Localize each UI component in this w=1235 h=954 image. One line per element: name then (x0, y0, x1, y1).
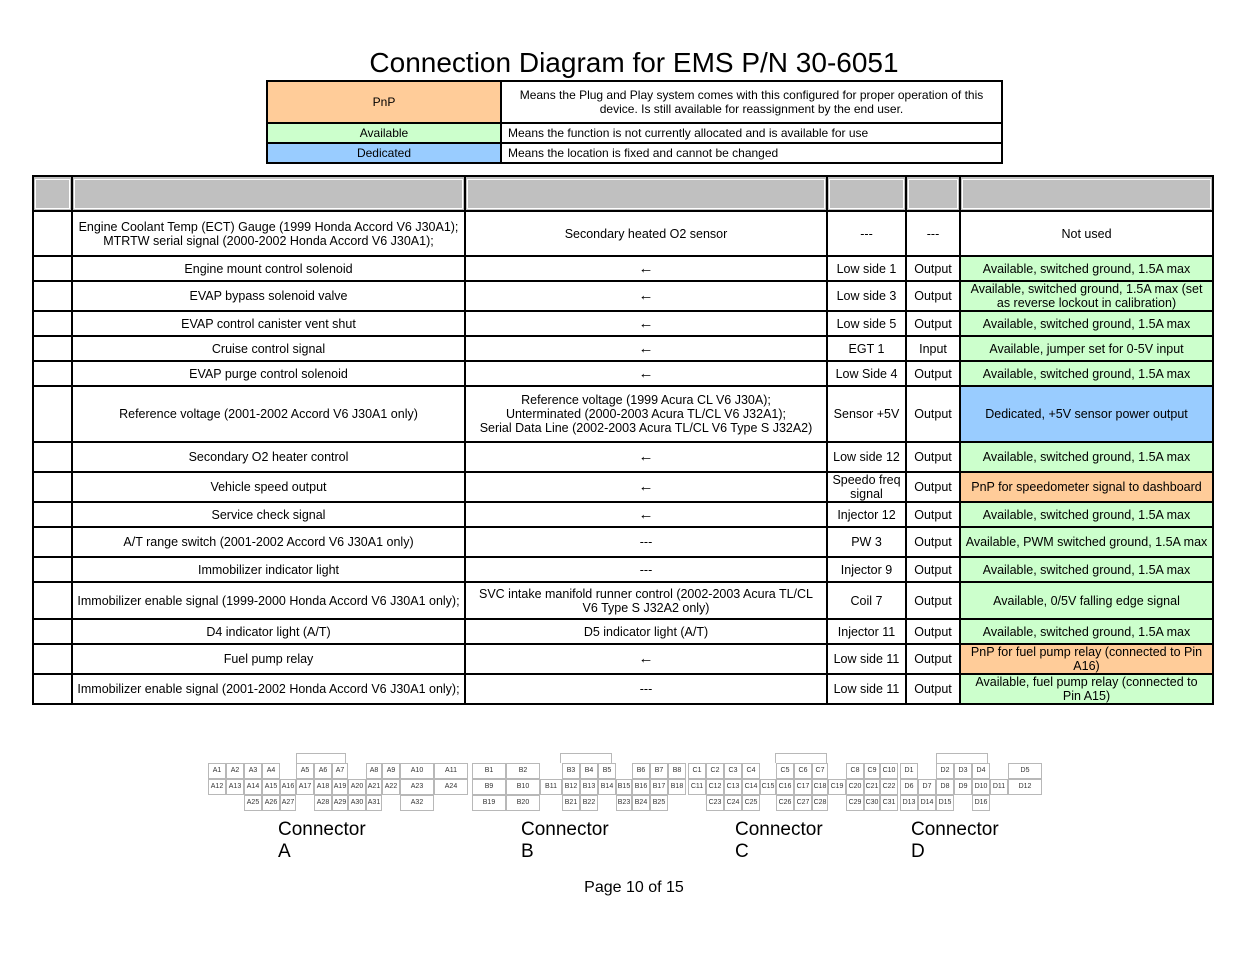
connector-pin: B7 (650, 763, 668, 779)
connector-pin: A27 (280, 795, 296, 811)
connector-pin: D12 (1008, 779, 1042, 795)
connector-pin: B19 (472, 795, 506, 811)
pin-cell (33, 472, 72, 502)
header-cell (906, 176, 960, 211)
connector-pin: C7 (812, 763, 828, 779)
connector-pin: D2 (936, 763, 954, 779)
connector-pin: A30 (348, 795, 366, 811)
connector-pin: B24 (632, 795, 650, 811)
header-cell (827, 176, 906, 211)
table-row (33, 281, 1213, 311)
table-row (33, 502, 1213, 527)
ems-channel-cell: Injector 9 (827, 557, 906, 582)
function-cell: D4 indicator light (A/T) (72, 619, 465, 644)
ems-channel-cell: Low Side 4 (827, 361, 906, 386)
alt-function-cell: ← (465, 361, 827, 386)
legend-table (266, 80, 1003, 164)
legend-dedicated-desc: Means the location is fixed and cannot be changed (501, 143, 1002, 163)
connector-pin: D6 (900, 779, 918, 795)
connector-pin: C28 (812, 795, 828, 811)
alt-function-cell: SVC intake manifold runner control (2002-2003 Acura TL/CL V6 Type S J32A2 only) (465, 582, 827, 619)
connector-pin: A18 (314, 779, 332, 795)
status-cell: Available, switched ground, 1.5A max (960, 361, 1213, 386)
connector-pin: B1 (472, 763, 506, 779)
connector-pin: B15 (616, 779, 632, 795)
legend-dedicated-label: Dedicated (267, 143, 501, 163)
connector-pin: B23 (616, 795, 632, 811)
ems-channel-cell: Low side 12 (827, 442, 906, 472)
connector-pin: C15 (760, 779, 776, 795)
legend-available-desc: Means the function is not currently allocated and is available for use (501, 123, 1002, 143)
alt-function-cell: ← (465, 442, 827, 472)
table-row (33, 211, 1213, 256)
connector-pin: A14 (244, 779, 262, 795)
header-cell (33, 176, 72, 211)
function-cell: A/T range switch (2001-2002 Accord V6 J30A1 only) (72, 527, 465, 557)
connector-pin: B10 (506, 779, 540, 795)
function-cell: EVAP purge control solenoid (72, 361, 465, 386)
connector-pin: A7 (332, 763, 348, 779)
connector-pin: B21 (562, 795, 580, 811)
connector-pin: D4 (972, 763, 990, 779)
status-cell: Available, switched ground, 1.5A max (960, 502, 1213, 527)
table-header-row (33, 176, 1213, 211)
legend-available-label: Available (267, 123, 501, 143)
connector-pin: B25 (650, 795, 668, 811)
ems-channel-cell: EGT 1 (827, 336, 906, 361)
ems-channel-cell: Speedo freq signal (827, 472, 906, 502)
connector-pin: A2 (226, 763, 244, 779)
connector-pin: B18 (668, 779, 686, 795)
table-row (33, 674, 1213, 704)
function-cell: Service check signal (72, 502, 465, 527)
ems-channel-cell: Low side 3 (827, 281, 906, 311)
alt-function-cell: ← (465, 472, 827, 502)
connector-pin: A13 (226, 779, 244, 795)
io-type-cell: Output (906, 502, 960, 527)
pin-cell (33, 644, 72, 674)
connector-pin: D11 (990, 779, 1008, 795)
alt-function-cell: Secondary heated O2 sensor (465, 211, 827, 256)
connector-pin: A22 (382, 779, 400, 795)
io-type-cell: Input (906, 336, 960, 361)
table-row (33, 644, 1213, 674)
connector-pin: A23 (400, 779, 434, 795)
connector-pin: C12 (706, 779, 724, 795)
pin-cell (33, 619, 72, 644)
connector-pin: C3 (724, 763, 742, 779)
io-type-cell: Output (906, 256, 960, 281)
alt-function-cell: ← (465, 644, 827, 674)
connector-pin: C22 (880, 779, 898, 795)
connector-pin: C10 (880, 763, 898, 779)
io-type-cell: Output (906, 582, 960, 619)
connector-pin: C21 (864, 779, 880, 795)
connector-pin: D15 (936, 795, 954, 811)
connector-housing-outline (775, 753, 827, 763)
connector-pin: C23 (706, 795, 724, 811)
io-type-cell: Output (906, 527, 960, 557)
connector-label: Connector A (278, 819, 366, 862)
pin-cell (33, 281, 72, 311)
pin-cell (33, 311, 72, 336)
function-cell: Vehicle speed output (72, 472, 465, 502)
connector-pin: C6 (794, 763, 812, 779)
alt-function-cell: D5 indicator light (A/T) (465, 619, 827, 644)
status-cell: Not used (960, 211, 1213, 256)
table-row (33, 472, 1213, 502)
connector-pin: D9 (954, 779, 972, 795)
connector-pin: A8 (366, 763, 382, 779)
pin-cell (33, 361, 72, 386)
status-cell: Available, 0/5V falling edge signal (960, 582, 1213, 619)
connector-pin: B6 (632, 763, 650, 779)
function-cell: Engine mount control solenoid (72, 256, 465, 281)
status-cell: Available, switched ground, 1.5A max (960, 442, 1213, 472)
function-cell: Cruise control signal (72, 336, 465, 361)
connector-pin: A9 (382, 763, 400, 779)
connector-housing-outline (560, 753, 612, 763)
header-cell (465, 176, 827, 211)
pin-cell (33, 256, 72, 281)
status-cell: Available, switched ground, 1.5A max (960, 311, 1213, 336)
table-row (33, 361, 1213, 386)
alt-function-cell: --- (465, 557, 827, 582)
io-type-cell: Output (906, 674, 960, 704)
ems-channel-cell: Injector 11 (827, 619, 906, 644)
status-cell: Available, fuel pump relay (connected to Pin A15) (960, 674, 1213, 704)
connector-pin: A5 (296, 763, 314, 779)
connector-pin: D7 (918, 779, 936, 795)
alt-function-cell: --- (465, 674, 827, 704)
ems-channel-cell: --- (827, 211, 906, 256)
table-row (33, 386, 1213, 442)
connector-pin: C27 (794, 795, 812, 811)
io-type-cell: --- (906, 211, 960, 256)
table-row (33, 582, 1213, 619)
connector-pin: C31 (880, 795, 898, 811)
ems-channel-cell: Low side 11 (827, 674, 906, 704)
io-type-cell: Output (906, 619, 960, 644)
connector-pin: D14 (918, 795, 936, 811)
connector-pin: D10 (972, 779, 990, 795)
alt-function-cell: ← (465, 281, 827, 311)
ems-channel-cell: PW 3 (827, 527, 906, 557)
connector-pin: C20 (846, 779, 864, 795)
io-type-cell: Output (906, 311, 960, 336)
connector-pin: A6 (314, 763, 332, 779)
pin-cell (33, 582, 72, 619)
connector-pin: C13 (724, 779, 742, 795)
connector-pin: A11 (434, 763, 468, 779)
status-cell: Available, switched ground, 1.5A max (set as reverse lockout in calibration) (960, 281, 1213, 311)
connection-table (32, 175, 1214, 705)
connector-pin: B17 (650, 779, 668, 795)
connector-pin: B11 (540, 779, 562, 795)
io-type-cell: Output (906, 442, 960, 472)
function-cell: Immobilizer enable signal (2001-2002 Honda Accord V6 J30A1 only); (72, 674, 465, 704)
connector-pin: C30 (864, 795, 880, 811)
page-title: Connection Diagram for EMS P/N 30-6051 (369, 47, 899, 78)
connector-pin: A10 (400, 763, 434, 779)
connector-pin: D13 (900, 795, 918, 811)
connector-pin: C8 (846, 763, 864, 779)
function-cell: Secondary O2 heater control (72, 442, 465, 472)
connector-pin: B4 (580, 763, 598, 779)
status-cell: Available, PWM switched ground, 1.5A max (960, 527, 1213, 557)
connector-pin: D8 (936, 779, 954, 795)
page-number: Page 10 of 15 (584, 879, 684, 896)
pin-cell (33, 386, 72, 442)
alt-function-cell: ← (465, 311, 827, 336)
connector-pin: D3 (954, 763, 972, 779)
connector-pin: A3 (244, 763, 262, 779)
ems-channel-cell: Sensor +5V (827, 386, 906, 442)
io-type-cell: Output (906, 281, 960, 311)
io-type-cell: Output (906, 557, 960, 582)
status-cell: PnP for speedometer signal to dashboard (960, 472, 1213, 502)
connector-pin: D16 (972, 795, 990, 811)
connector-pin: A21 (366, 779, 382, 795)
connector-pin: B14 (598, 779, 616, 795)
pin-cell (33, 442, 72, 472)
table-row (33, 442, 1213, 472)
io-type-cell: Output (906, 361, 960, 386)
connector-pin: B9 (472, 779, 506, 795)
connector-label: Connector D (911, 819, 999, 862)
ems-channel-cell: Coil 7 (827, 582, 906, 619)
alt-function-cell: Reference voltage (1999 Acura CL V6 J30A); Unterminated (2000-2003 Acura TL/CL V6 J32A1); Serial Data Line (2002-2003 Acura TL/CL V6 Type S J32A2) (465, 386, 827, 442)
function-cell: Engine Coolant Temp (ECT) Gauge (1999 Honda Accord V6 J30A1); MTRTW serial signal (2000-2002 Honda Accord V6 J30A1); (72, 211, 465, 256)
connector-pin: C24 (724, 795, 742, 811)
connector-pin: A4 (262, 763, 280, 779)
connector-pin: A29 (332, 795, 348, 811)
connector-pin: C9 (864, 763, 880, 779)
header-cell (960, 176, 1213, 211)
io-type-cell: Output (906, 472, 960, 502)
connector-pin: B8 (668, 763, 686, 779)
connector-pin: D1 (900, 763, 918, 779)
table-row (33, 311, 1213, 336)
alt-function-cell: ← (465, 336, 827, 361)
legend-pnp-desc: Means the Plug and Play system comes with this configured for proper operation of this device. Is still available for reassignment by the end user. (501, 81, 1002, 123)
table-row (33, 527, 1213, 557)
status-cell: PnP for fuel pump relay (connected to Pin A16) (960, 644, 1213, 674)
connector-pin: A20 (348, 779, 366, 795)
connector-pin: A19 (332, 779, 348, 795)
connector-pin: B20 (506, 795, 540, 811)
connector-pin: C16 (776, 779, 794, 795)
connector-pin: B12 (562, 779, 580, 795)
connector-housing-outline (296, 753, 346, 763)
connector-pin: C25 (742, 795, 760, 811)
connector-pin: A24 (434, 779, 468, 795)
function-cell: Fuel pump relay (72, 644, 465, 674)
io-type-cell: Output (906, 644, 960, 674)
function-cell: Immobilizer enable signal (1999-2000 Honda Accord V6 J30A1 only); (72, 582, 465, 619)
table-row (33, 619, 1213, 644)
pin-cell (33, 557, 72, 582)
connector-pin: A16 (280, 779, 296, 795)
function-cell: EVAP control canister vent shut (72, 311, 465, 336)
connector-pin: A32 (400, 795, 434, 811)
function-cell: EVAP bypass solenoid valve (72, 281, 465, 311)
status-cell: Available, jumper set for 0-5V input (960, 336, 1213, 361)
connector-pin: A25 (244, 795, 262, 811)
ems-channel-cell: Low side 5 (827, 311, 906, 336)
connector-pin: A17 (296, 779, 314, 795)
status-cell: Available, switched ground, 1.5A max (960, 619, 1213, 644)
connector-pin: C1 (688, 763, 706, 779)
ems-channel-cell: Low side 1 (827, 256, 906, 281)
connector-pin: B3 (562, 763, 580, 779)
pin-cell (33, 502, 72, 527)
connector-pin: B16 (632, 779, 650, 795)
connector-pin: B13 (580, 779, 598, 795)
connector-housing-outline (936, 753, 988, 763)
io-type-cell: Output (906, 386, 960, 442)
pin-cell (33, 336, 72, 361)
connector-pin: B5 (598, 763, 616, 779)
connector-pin: C4 (742, 763, 760, 779)
connector-pin: C18 (812, 779, 828, 795)
connector-pin: B22 (580, 795, 598, 811)
connector-pin: B2 (506, 763, 540, 779)
connector-pin: D5 (1008, 763, 1042, 779)
status-cell: Dedicated, +5V sensor power output (960, 386, 1213, 442)
connector-pin: A28 (314, 795, 332, 811)
connector-pin: C17 (794, 779, 812, 795)
connector-pin: C19 (828, 779, 846, 795)
alt-function-cell: ← (465, 256, 827, 281)
connector-label: Connector B (521, 819, 609, 862)
connector-pin: A12 (208, 779, 226, 795)
header-cell (72, 176, 465, 211)
table-row (33, 256, 1213, 281)
pin-cell (33, 527, 72, 557)
status-cell: Available, switched ground, 1.5A max (960, 557, 1213, 582)
table-row (33, 336, 1213, 361)
connector-pin: C5 (776, 763, 794, 779)
alt-function-cell: ← (465, 502, 827, 527)
legend-pnp-label: PnP (267, 81, 501, 123)
connector-pin: C29 (846, 795, 864, 811)
connector-pin: A1 (208, 763, 226, 779)
ems-channel-cell: Low side 11 (827, 644, 906, 674)
connector-pin: C11 (688, 779, 706, 795)
pin-cell (33, 674, 72, 704)
table-row (33, 557, 1213, 582)
status-cell: Available, switched ground, 1.5A max (960, 256, 1213, 281)
alt-function-cell: --- (465, 527, 827, 557)
function-cell: Immobilizer indicator light (72, 557, 465, 582)
pin-cell (33, 211, 72, 256)
connector-pin: C26 (776, 795, 794, 811)
connector-pin: A15 (262, 779, 280, 795)
connector-pin: C2 (706, 763, 724, 779)
function-cell: Reference voltage (2001-2002 Accord V6 J30A1 only) (72, 386, 465, 442)
ems-channel-cell: Injector 12 (827, 502, 906, 527)
connector-pin: A26 (262, 795, 280, 811)
connector-label: Connector C (735, 819, 823, 862)
connector-pin: C14 (742, 779, 760, 795)
connector-pin: A31 (366, 795, 382, 811)
